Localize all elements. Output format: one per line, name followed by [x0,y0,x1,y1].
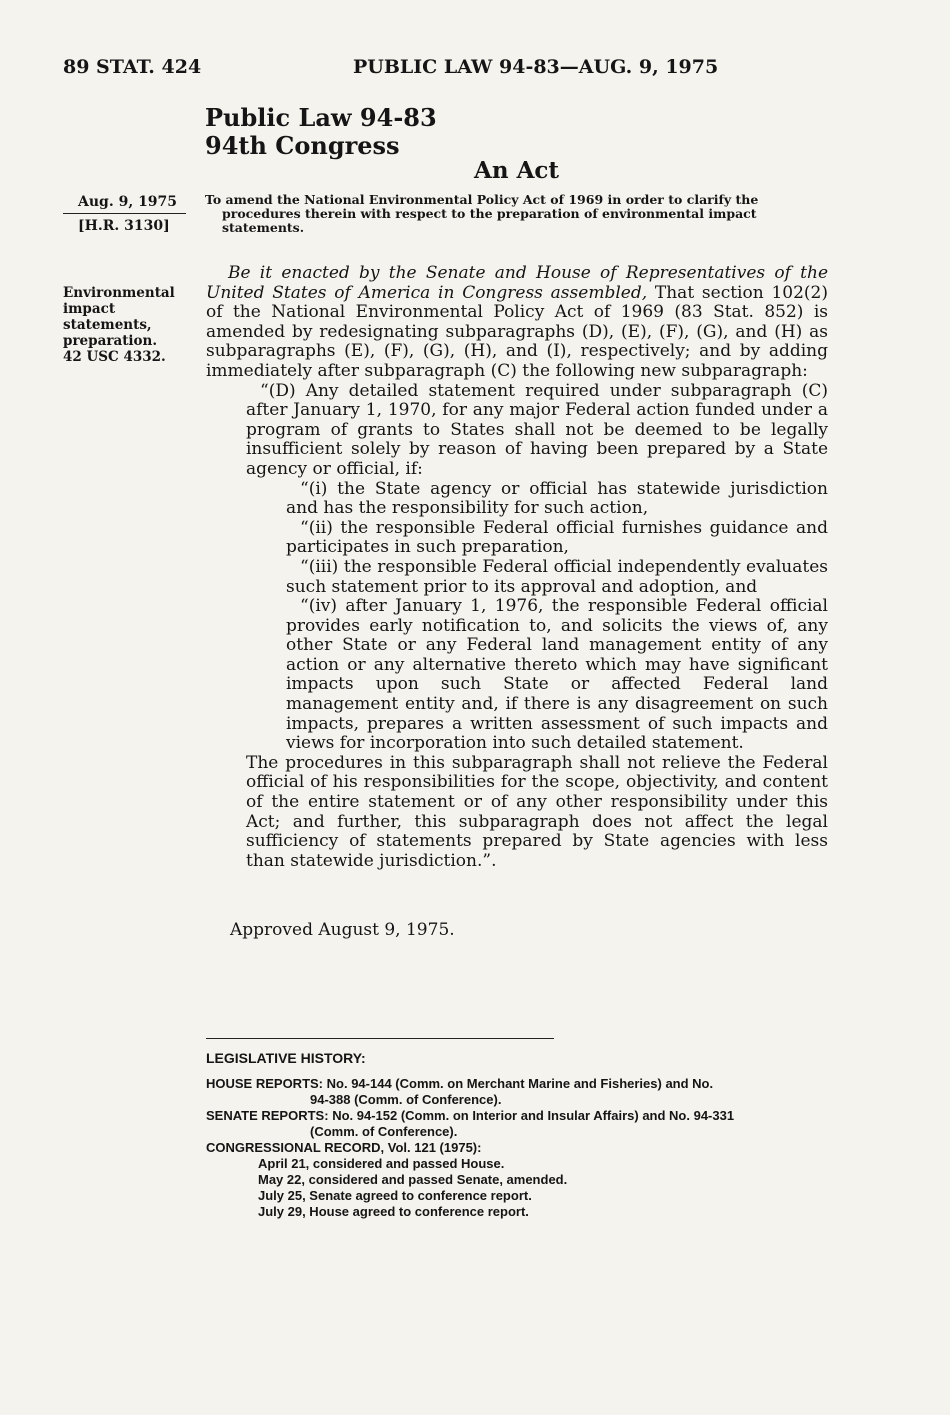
procedures-paragraph: The procedures in this subparagraph shall not relieve the Federal official of his responsibilities for the scope, objectivity, and content of the entire statement or of any other responsibility under this Act; and further, this subparagraph does not affect the legal sufficiency of statements prepared by State agencies with less than statewide jurisdiction.”. [246,752,828,871]
legislative-history-rule [206,1038,554,1039]
enacting-text: That section 102(2) of the National Environmental Policy Act of 1969 (83 Stat. 852) is amended by redesignating subparagraphs (D), (E), (F), (G), and (H) as subparagraphs (E), (F), (G), (H), and (I), respectively; and by adding immediately after subparagraph (C) the following new subparagraph: [206,282,828,381]
house-reports-label: HOUSE REPORTS: [206,1076,324,1091]
enacting-clause [206,264,828,382]
clause-ii: “(ii) the responsible Federal official furnishes guidance and participates in such preparation, [286,517,828,558]
congress-label: 94th Congress [205,131,400,160]
record-action: July 25, Senate agreed to conference report. [258,1188,532,1203]
senate-reports-text: No. 94-152 (Comm. on Interior and Insular Affairs) and No. 94-331 [332,1108,735,1123]
subparagraph-d: “(D) Any detailed statement required under subparagraph (C) after January 1, 1970, for any major Federal action funded under a program of grants to States shall not be deemed to be legally insufficient solely by reason of having been prepared by a State agency or official, if: [246,380,828,479]
congressional-record: CONGRESSIONAL RECORD, Vol. 121 (1975): [206,1140,482,1155]
legislative-history [206,1050,828,1220]
margin-note-line: impact [63,301,116,317]
record-actions [206,1156,828,1220]
purpose-line: To amend the National Environmental Policy Act of 1969 in order to clarify the [205,192,759,207]
margin-note-line: 42 USC 4332. [63,349,166,365]
margin-note-line: preparation. [63,333,158,349]
senate-reports-label: SENATE REPORTS: [206,1108,329,1123]
senate-reports-continuation: (Comm. of Conference). [310,1124,458,1139]
record-action: May 22, considered and passed Senate, amended. [258,1172,568,1187]
margin-date: Aug. 9, 1975 [78,194,178,210]
margin-note [63,285,175,365]
act-body [206,264,828,871]
house-reports-continuation: 94-388 (Comm. of Conference). [310,1092,502,1107]
enacting-formula: Be it enacted by the Senate and House of Representatives of the United States of America in Congress assembled, [206,263,828,303]
margin-note-line: statements, [63,317,152,333]
record-action: April 21, considered and passed House. [258,1156,505,1171]
margin-bill-number: [H.R. 3130] [78,218,170,234]
purpose-line: statements. [222,220,305,235]
margin-date-rule [63,213,186,214]
act-purpose [205,193,828,235]
running-header: PUBLIC LAW 94-83—AUG. 9, 1975 [353,56,719,78]
margin-note-line: Environmental [63,285,175,301]
purpose-line: procedures therein with respect to the preparation of environmental impact [222,206,757,221]
legislative-history-title: LEGISLATIVE HISTORY: [206,1050,366,1066]
house-reports [206,1076,828,1108]
stat-page-number: 89 STAT. 424 [63,56,202,78]
clause-iv: “(iv) after January 1, 1976, the responsible Federal official provides early notification to, and solicits the views of, any other State or any Federal land management entity of any action or any alternative thereto which may have significant impacts upon such State or affected Federal land management entity and, if there is any disagreement on such impacts, prepares a written assessment of such impacts and views for incorporation into such detailed statement. [286,596,828,754]
house-reports-text: No. 94-144 (Comm. on Merchant Marine and Fisheries) and No. [326,1076,714,1091]
an-act-heading: An Act [474,157,560,184]
clause-iii: “(iii) the responsible Federal official independently evaluates such statement prior to its approval and adoption, and [286,556,828,597]
senate-reports [206,1108,828,1140]
record-action: July 29, House agreed to conference report. [258,1204,529,1219]
clause-i: “(i) the State agency or official has statewide jurisdiction and has the responsibility for such action, [286,478,828,519]
public-law-title: Public Law 94-83 [205,103,437,132]
approval-date: Approved August 9, 1975. [230,920,455,940]
